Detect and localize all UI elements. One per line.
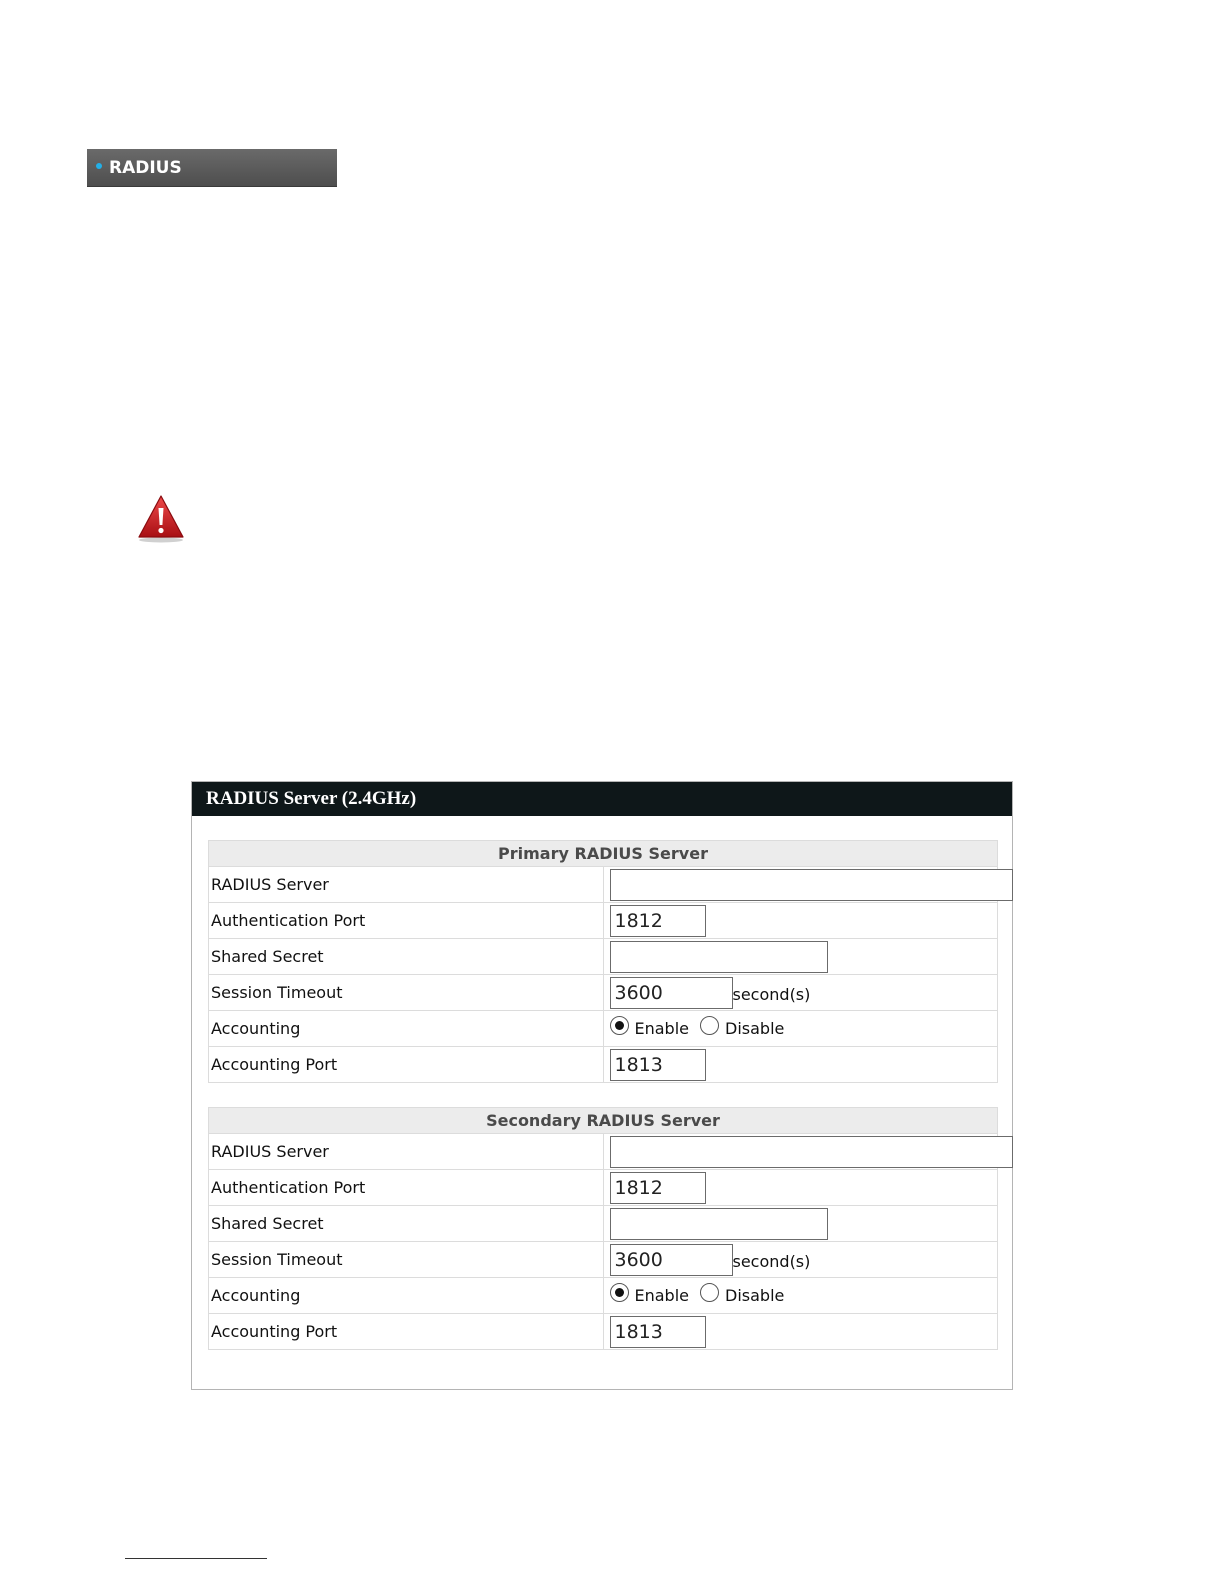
secondary-radius-table: [208, 1107, 998, 1350]
secondary-accounting-enable-label[interactable]: Enable: [634, 1286, 689, 1305]
primary-accounting-label: Accounting: [209, 1011, 604, 1047]
secondary-server-label: RADIUS Server: [209, 1134, 604, 1170]
secondary-timeout-label: Session Timeout: [209, 1242, 604, 1278]
secondary-session-timeout-input[interactable]: [610, 1244, 733, 1276]
table-row: [209, 1278, 998, 1314]
secondary-acct-port-label: Accounting Port: [209, 1314, 604, 1350]
table-row: [209, 1242, 998, 1278]
primary-accounting-enable-radio[interactable]: [610, 1016, 629, 1035]
secondary-secret-label: Shared Secret: [209, 1206, 604, 1242]
secondary-accounting-enable-radio[interactable]: [610, 1283, 629, 1302]
primary-timeout-unit: second(s): [732, 985, 811, 1004]
secondary-shared-secret-input[interactable]: [610, 1208, 828, 1240]
secondary-accounting-disable-radio[interactable]: [700, 1283, 719, 1302]
table-row: [209, 1134, 998, 1170]
warning-triangle-icon: [136, 493, 186, 543]
table-row: [209, 1170, 998, 1206]
section-tab-label: RADIUS: [109, 158, 182, 178]
footnote-separator: [125, 1558, 267, 1559]
primary-radius-header: Primary RADIUS Server: [209, 841, 998, 867]
bullet-dot-icon: [96, 163, 102, 169]
primary-shared-secret-input[interactable]: [610, 941, 828, 973]
secondary-accounting-disable-label[interactable]: Disable: [725, 1286, 785, 1305]
section-tab-radius[interactable]: [87, 149, 337, 187]
primary-radius-table: [208, 840, 998, 1083]
table-row: [209, 1047, 998, 1083]
table-row: [209, 939, 998, 975]
secondary-timeout-unit: second(s): [732, 1252, 811, 1271]
primary-acct-port-label: Accounting Port: [209, 1047, 604, 1083]
primary-radius-server-input[interactable]: [610, 869, 1013, 901]
table-row: [209, 903, 998, 939]
primary-accounting-port-input[interactable]: [610, 1049, 706, 1081]
table-row: [209, 975, 998, 1011]
secondary-accounting-port-input[interactable]: [610, 1316, 706, 1348]
secondary-accounting-label: Accounting: [209, 1278, 604, 1314]
primary-accounting-disable-label[interactable]: Disable: [725, 1019, 785, 1038]
secondary-radius-header: Secondary RADIUS Server: [209, 1108, 998, 1134]
primary-auth-port-label: Authentication Port: [209, 903, 604, 939]
table-row: [209, 1314, 998, 1350]
table-row: [209, 867, 998, 903]
primary-session-timeout-input[interactable]: [610, 977, 733, 1009]
table-row: [209, 1206, 998, 1242]
radius-server-panel: [191, 781, 1013, 1390]
secondary-auth-port-label: Authentication Port: [209, 1170, 604, 1206]
secondary-auth-port-input[interactable]: [610, 1172, 706, 1204]
primary-auth-port-input[interactable]: [610, 905, 706, 937]
table-row: [209, 1011, 998, 1047]
primary-server-label: RADIUS Server: [209, 867, 604, 903]
primary-accounting-enable-label[interactable]: Enable: [634, 1019, 689, 1038]
primary-accounting-disable-radio[interactable]: [700, 1016, 719, 1035]
panel-title: RADIUS Server (2.4GHz): [192, 782, 1012, 816]
secondary-radius-server-input[interactable]: [610, 1136, 1013, 1168]
primary-secret-label: Shared Secret: [209, 939, 604, 975]
primary-timeout-label: Session Timeout: [209, 975, 604, 1011]
